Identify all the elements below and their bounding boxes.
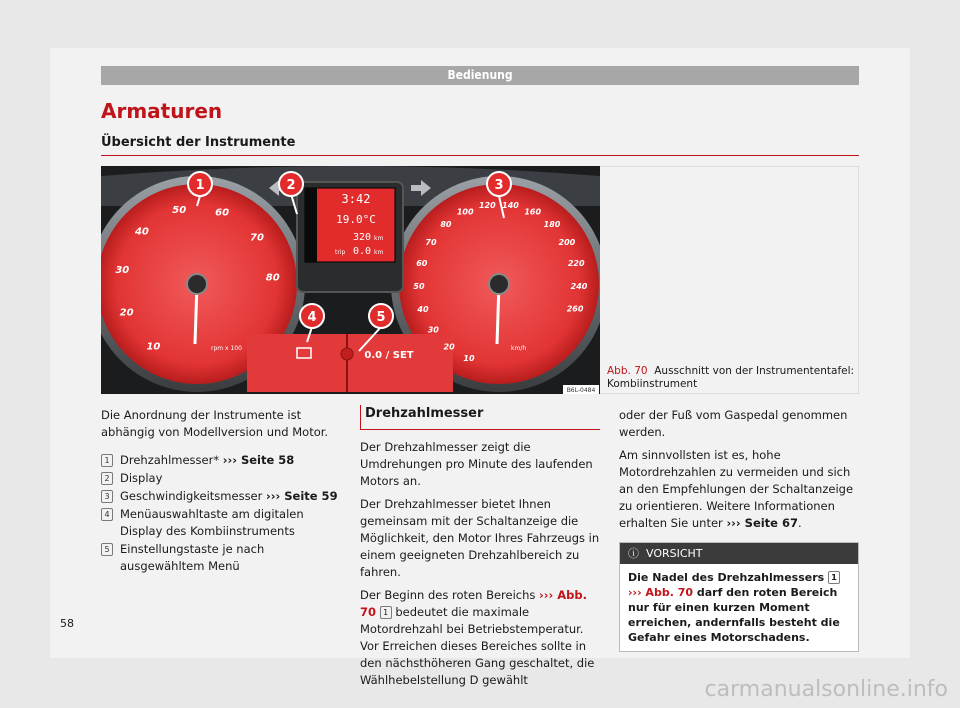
- display-trip: 0.0: [352, 246, 371, 257]
- svg-text:4: 4: [307, 310, 317, 325]
- figure-caption: [607, 365, 859, 391]
- caution-icon: ⓘ: [628, 547, 639, 560]
- paragraph: Der Drehzahlmesser zeigt die Umdrehungen pro Minute des laufenden Motors an.: [360, 440, 593, 488]
- gauge-tick-label: 180: [543, 220, 561, 230]
- figure-frame: [600, 166, 859, 394]
- display-trip-label: trip: [335, 249, 346, 256]
- number-badge: 1: [380, 606, 392, 619]
- section-header: Bedienung: [101, 66, 859, 85]
- page-link[interactable]: ››› Seite 59: [266, 489, 338, 503]
- caution-box: [619, 542, 859, 652]
- display-odo: 320: [352, 232, 371, 243]
- list-item: [101, 541, 341, 575]
- control-panel: [247, 334, 453, 392]
- speed-needle-hub: [489, 274, 509, 294]
- gauge-tick-label: 30: [115, 264, 130, 276]
- svg-text:3: 3: [494, 178, 504, 193]
- paragraph: [619, 447, 859, 532]
- display-odo-unit: km: [374, 235, 384, 242]
- intro-text: Die Anordnung der Instrumente ist abhängig von Modellversion und Motor.: [101, 408, 329, 439]
- list-item: [101, 452, 341, 469]
- gauge-tick-label: 140: [502, 200, 519, 210]
- display-temp: 19.0°C: [336, 213, 376, 226]
- list-item-text: Display: [120, 471, 163, 485]
- caution-title: VORSICHT: [646, 547, 703, 560]
- display-time: 3:42: [341, 192, 371, 206]
- figure-caption-text: Ausschnitt von der Instrumententafel: Kombiinstrument: [607, 365, 855, 390]
- display-trip-unit: km: [374, 249, 384, 256]
- title-rule: [101, 155, 859, 156]
- instrument-cluster-figure: [101, 166, 600, 394]
- caution-header: [620, 543, 858, 564]
- rpm-unit-label: rpm x 100: [211, 345, 242, 352]
- gauge-tick-label: 40: [134, 226, 149, 238]
- list-item: [101, 488, 341, 505]
- watermark: carmanualsonline.info: [704, 677, 948, 702]
- gauge-tick-label: 240: [570, 281, 588, 291]
- gauge-tick-label: 120: [478, 200, 496, 210]
- figure-link[interactable]: ››› Abb. 70: [628, 586, 694, 599]
- text: Am sinnvollsten ist es, hohe Motordrehzahlen zu vermeiden und sich an den Empfehlungen der Schaltanzeige zu orientieren. Weitere Informationen erhalten Sie unter: [619, 448, 854, 530]
- list-item-text: Drehzahlmesser*: [120, 453, 223, 467]
- text: Der Beginn des roten Bereichs: [360, 588, 540, 602]
- gauge-tick-label: 260: [566, 304, 584, 314]
- gauge-tick-label: 20: [119, 307, 134, 319]
- gauge-tick-label: 50: [172, 205, 187, 217]
- gauge-tick-label: 60: [416, 259, 428, 269]
- number-badge: 5: [101, 543, 113, 556]
- page-subtitle: Übersicht der Instrumente: [101, 135, 296, 150]
- list-item-text: Menüauswahltaste am digitalen Display des Kombiinstruments: [120, 507, 304, 538]
- gauge-tick-label: 10: [146, 341, 161, 353]
- gauge-tick-label: 20: [443, 342, 455, 352]
- number-badge: 1: [828, 571, 840, 584]
- rpm-needle-hub: [187, 274, 207, 294]
- number-badge: 2: [101, 472, 113, 485]
- list-item: [101, 470, 341, 487]
- page-title: Armaturen: [101, 99, 223, 123]
- paragraph: [360, 587, 600, 689]
- text: Die Nadel des Drehzahlmessers: [628, 571, 829, 584]
- number-badge: 4: [101, 508, 113, 521]
- gauge-tick-label: 80: [265, 272, 280, 284]
- svg-text:1: 1: [195, 178, 205, 193]
- gauge-tick-label: 40: [417, 304, 429, 314]
- gauge-tick-label: 200: [558, 237, 576, 247]
- page-number: 58: [60, 617, 74, 630]
- number-badge: 3: [101, 490, 113, 503]
- gauge-tick-label: 80: [440, 220, 452, 230]
- gauge-tick-label: 100: [456, 207, 474, 217]
- set-button-label: 0.0 / SET: [364, 350, 414, 361]
- list-item-text: Geschwindigkeitsmesser: [120, 489, 267, 503]
- gauge-tick-label: 60: [215, 207, 230, 219]
- list-item: [101, 506, 341, 540]
- page-link[interactable]: ››› Seite 67: [726, 516, 798, 530]
- instrument-cluster-illustration: [101, 166, 600, 394]
- page-link[interactable]: ››› Seite 58: [222, 453, 295, 467]
- figure-ref: Abb. 70: [607, 365, 648, 377]
- figure-code: B6L-0484: [566, 387, 596, 394]
- text: darf den roten Bereich nur für einen kurzen Moment erreichen, andernfalls besteht die Gefahr eines Motorschadens.: [628, 586, 840, 644]
- instrument-list: [101, 452, 341, 575]
- paragraph: oder der Fuß vom Gaspedal genommen werden.: [619, 408, 848, 439]
- gauge-tick-label: 10: [463, 354, 475, 364]
- column-3: [619, 407, 859, 652]
- gauge-tick-label: 220: [567, 259, 585, 268]
- gauge-tick-label: 160: [524, 207, 542, 217]
- text: .: [798, 516, 802, 530]
- gauge-tick-label: 70: [425, 237, 437, 247]
- gauge-tick-label: 50: [413, 282, 425, 292]
- gauge-tick-label: 30: [427, 325, 439, 335]
- svg-text:5: 5: [376, 310, 386, 325]
- svg-text:2: 2: [286, 178, 296, 193]
- column-1: [101, 407, 341, 576]
- speed-unit-label: km/h: [511, 345, 527, 352]
- text: bedeutet die maximale Motordrehzahl bei Betriebstemperatur. Vor Erreichen dieses Bereiches sollte in den nächsthöheren Gang geschaltet, die Wählhebelstellung D gewählt: [360, 605, 595, 687]
- caution-body: [620, 564, 858, 651]
- number-badge: 1: [101, 454, 113, 467]
- paragraph: Der Drehzahlmesser bietet Ihnen gemeinsam mit der Schaltanzeige die Möglichkeit, den Motor Ihres Fahrzeugs in einem geeigneten Drehzahlbereich zu fahren.: [360, 497, 600, 579]
- section-heading-drehzahlmesser: Drehzahlmesser: [360, 405, 600, 430]
- gauge-tick-label: 70: [250, 232, 264, 244]
- list-item-text: Einstellungstaste je nach ausgewähltem Menü: [120, 542, 265, 573]
- figure-link[interactable]: ››› Abb. 70: [360, 588, 588, 619]
- column-2: [360, 407, 600, 695]
